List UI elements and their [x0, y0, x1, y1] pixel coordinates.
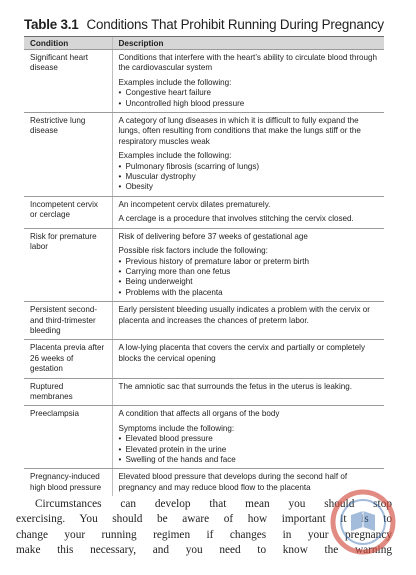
bullet-list — [119, 88, 379, 109]
bullet-item: • Being underweight — [119, 277, 379, 287]
description-text: The amniotic sac that surrounds the fetus in the uterus is leaking. — [118, 381, 352, 391]
description-text: An incompetent cervix dilates prematurely. — [118, 199, 271, 209]
table-row — [24, 50, 384, 113]
list-intro: Examples include the following: — [118, 77, 232, 87]
bullet-item: • Previous history of premature labor or preterm birth — [119, 257, 379, 267]
bullet-item: • Congestive heart failure — [119, 88, 379, 98]
body-line: change your running regimen if changes in your pregnancy — [16, 528, 392, 541]
table-row — [24, 228, 384, 301]
header-description: Description — [112, 37, 384, 50]
list-block — [119, 78, 379, 109]
body-line: exercising. You should be aware of how important it is to — [16, 513, 392, 526]
table-title — [24, 17, 384, 33]
description-text: A low-lying placenta that covers the cervix and partially or completely blocks the cervical opening — [118, 343, 366, 363]
table-row — [24, 113, 384, 197]
table-body — [24, 50, 384, 497]
condition-cell: Persistent second- and third-trimester bleeding — [24, 302, 112, 340]
watermark-seal-icon — [328, 487, 398, 557]
list-intro: Symptoms include the following: — [118, 423, 235, 433]
table-row — [24, 340, 384, 378]
table-title-text: Conditions That Prohibit Running During Pregnancy — [86, 17, 384, 32]
description-cell — [112, 302, 384, 340]
description-text: Conditions that interfere with the heart’s ability to circulate blood through the cardiovascular system — [118, 53, 378, 73]
description-cell — [112, 50, 384, 113]
bullet-item: • Swelling of the hands and face — [119, 455, 379, 465]
bullet-list — [119, 257, 379, 299]
description-text: A cerclage is a procedure that involves stitching the cervix closed. — [118, 214, 354, 224]
description-text: Elevated blood pressure that develops during the second half of pregnancy and may reduce blood flow to the placenta — [118, 472, 348, 492]
bullet-item: • Problems with the placenta — [119, 288, 379, 298]
description-cell — [112, 113, 384, 197]
condition-cell: Ruptured membranes — [24, 378, 112, 406]
bullet-item: • Elevated protein in the urine — [119, 445, 379, 455]
table-row — [24, 302, 384, 340]
list-block — [119, 246, 379, 298]
table-number: Table 3.1 — [24, 17, 79, 32]
table-row — [24, 406, 384, 469]
description-cell — [112, 196, 384, 228]
bullet-item: • Obesity — [119, 182, 379, 192]
description-text: A category of lung diseases in which it is difficult to fully expand the lungs, often resulting from conditions that make the lungs stiff or the respiratory muscles weak — [118, 116, 361, 146]
description-cell — [112, 340, 384, 378]
table-header-row — [24, 37, 384, 50]
condition-cell: Significant heart disease — [24, 50, 112, 113]
conditions-table — [24, 37, 384, 496]
list-intro: Possible risk factors include the following: — [118, 246, 268, 256]
body-line: make this necessary, and you need to know the warning — [16, 543, 392, 556]
table-row — [24, 378, 384, 406]
list-intro: Examples include the following: — [118, 151, 232, 161]
condition-cell: Placenta previa after 26 weeks of gestation — [24, 340, 112, 378]
condition-cell: Risk for premature labor — [24, 228, 112, 301]
bullet-item: • Uncontrolled high blood pressure — [119, 99, 379, 109]
condition-cell: Restrictive lung disease — [24, 113, 112, 197]
bullet-item: • Elevated blood pressure — [119, 434, 379, 444]
description-text: Early persistent bleeding usually indicates a problem with the cervix or placenta and increases the chances of preterm labor. — [118, 305, 370, 325]
bullet-item: • Carrying more than one fetus — [119, 267, 379, 277]
description-text: Risk of delivering before 37 weeks of gestational age — [118, 231, 308, 241]
description-text: A condition that affects all organs of the body — [118, 409, 280, 419]
conditions-table-wrap — [24, 37, 384, 492]
header-condition: Condition — [24, 37, 112, 50]
list-block — [119, 424, 379, 466]
body-line: Circumstances can develop that mean you should stop — [35, 498, 392, 510]
table-row — [24, 196, 384, 228]
condition-cell: Incompetent cervix or cerclage — [24, 196, 112, 228]
bullet-list — [119, 162, 379, 193]
condition-cell: Preeclampsia — [24, 406, 112, 469]
list-block — [119, 151, 379, 193]
bullet-list — [119, 434, 379, 465]
description-cell — [112, 406, 384, 469]
description-cell — [112, 378, 384, 406]
bullet-item: • Muscular dystrophy — [119, 172, 379, 182]
description-cell — [112, 228, 384, 301]
condition-cell: Pregnancy-induced high blood pressure — [24, 469, 112, 496]
bullet-item: • Pulmonary fibrosis (scarring of lungs) — [119, 162, 379, 172]
